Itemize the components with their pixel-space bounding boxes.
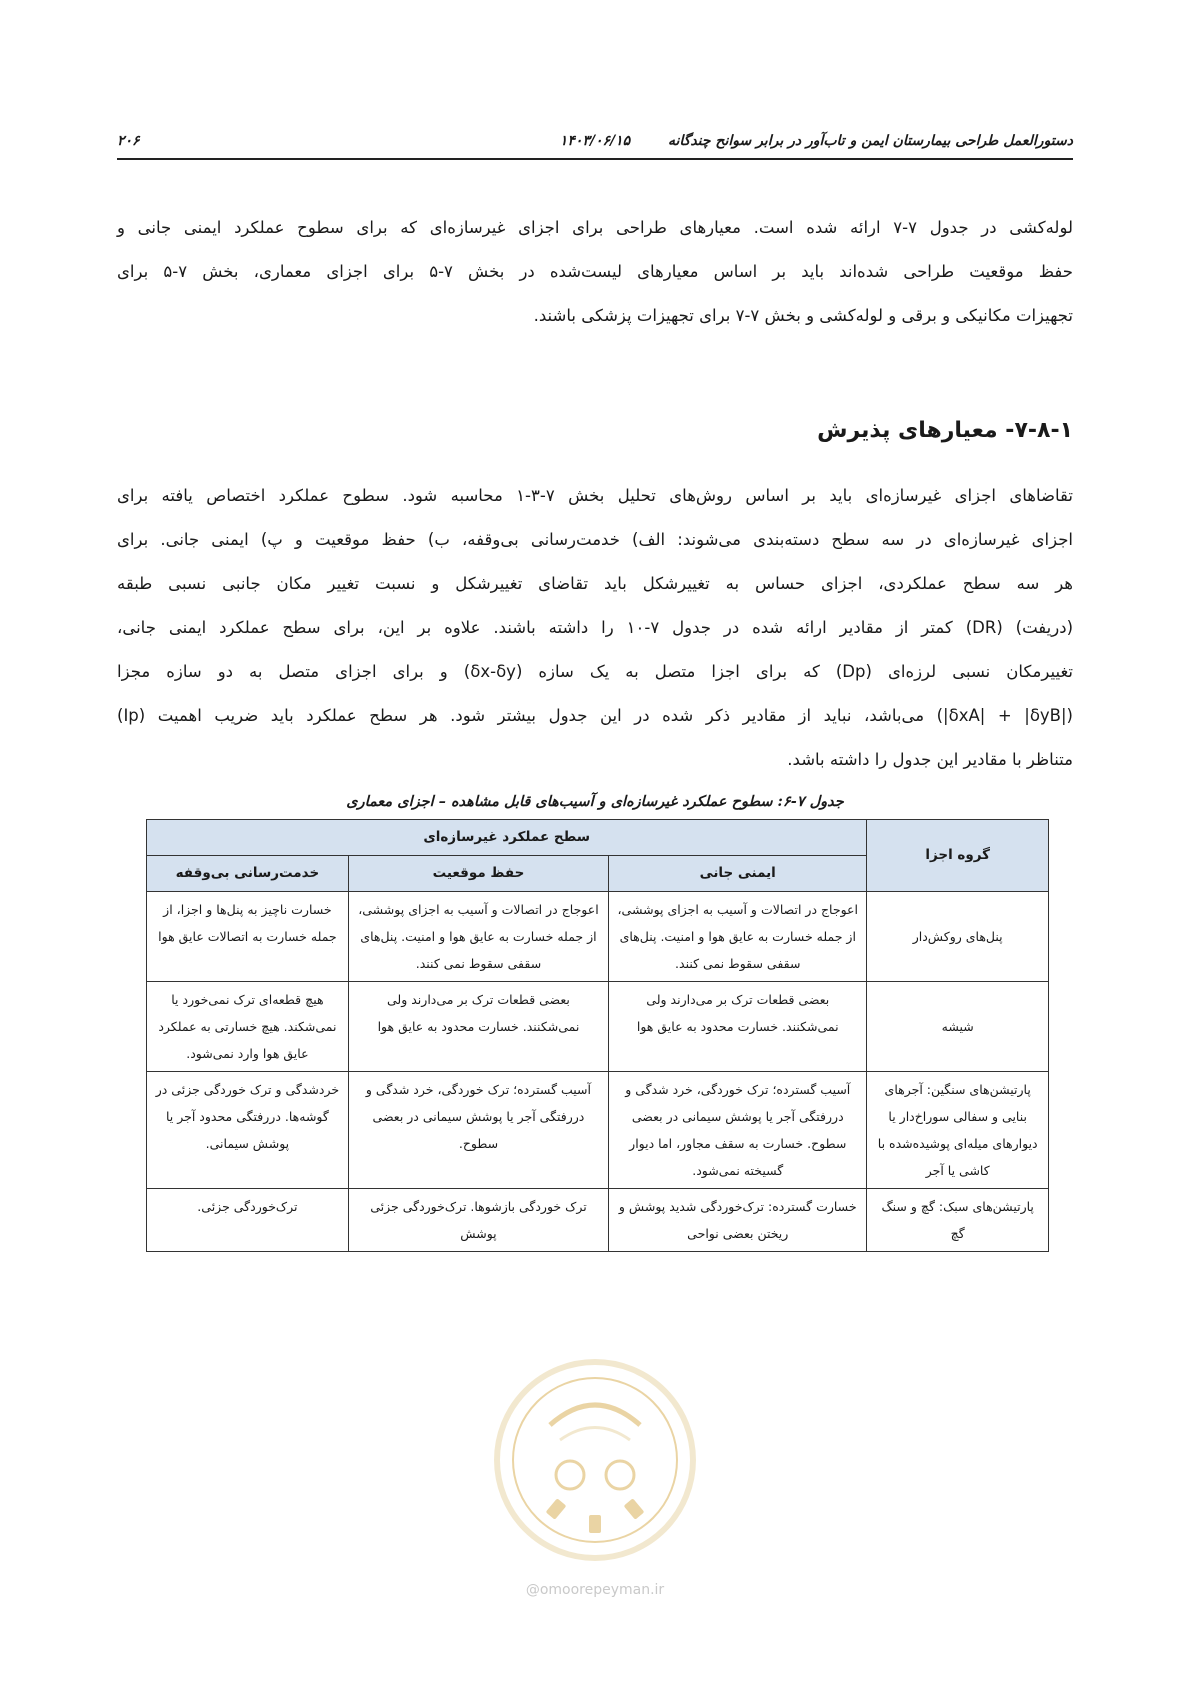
watermark-gear-teeth xyxy=(546,1498,645,1533)
page-number: ۲۰۶ xyxy=(117,133,140,149)
immediate-occupancy-cell: خردشدگی و ترک خوردگی جزئی در گوشه‌ها. دررفتگی محدود آجر یا پوشش سیمانی. xyxy=(147,1072,349,1189)
immediate-occupancy-cell: ترک‌خوردگی جزئی. xyxy=(147,1189,349,1252)
performance-level-header: سطح عملکرد غیرسازه‌ای xyxy=(147,820,867,856)
paragraph-line: حفظ موقعیت طراحی شده‌اند باید بر اساس معیارهای لیست‌شده در بخش ۷-۵ برای اجزای معماری، بخش ۷-۵ برای xyxy=(117,262,1073,281)
watermark-calligraphy-2 xyxy=(560,1428,630,1441)
position-retention-cell: ترک خوردگی بازشوها. ترک‌خوردگی جزئی پوشش xyxy=(348,1189,608,1252)
paragraph-line: هر سه سطح عملکردی، اجزای حساس به تغییرشکل باید تقاضای تغییرشکل و نسبت تغییر مکان جانبی نسبی طبقه xyxy=(117,574,1073,593)
position-retention-cell: آسیب گسترده؛ ترک خوردگی، خرد شدگی و دررفتگی آجر یا پوشش سیمانی در بعضی سطوح. xyxy=(348,1072,608,1189)
header-date: ۱۴۰۳/۰۶/۱۵ xyxy=(559,133,631,149)
component-cell: پارتیشن‌های سنگین: آجرهای بنایی و سفالی سوراخ‌دار یا دیوارهای میله‌ای پوشیده‌شده با کاشی یا آجر xyxy=(867,1072,1049,1189)
intro-paragraph xyxy=(117,206,1073,338)
immediate-occupancy-cell: خسارت ناچیز به پنل‌ها و اجزا، از جمله خسارت به اتصالات عایق هوا xyxy=(147,892,349,982)
paragraph-line: متناظر با مقادیر این جدول را داشته باشد. xyxy=(787,750,1073,769)
life-safety-cell: خسارت گسترده: ترک‌خوردگی شدید پوشش و ریختن بعضی نواحی xyxy=(609,1189,867,1252)
life-safety-cell: اعوجاج در اتصالات و آسیب به اجزای پوششی، از جمله خسارت به عایق هوا و امنیت. پنل‌های سقفی سقوط نمی کنند. xyxy=(609,892,867,982)
watermark-url: @omoorepeyman.ir xyxy=(525,1582,665,1598)
paragraph-line: اجزای غیرسازه‌ای در سه سطح دسته‌بندی می‌شوند: الف) خدمت‌رسانی بی‌وقفه، ب) حفظ موقعیت و پ) ایمنی جانی. برای xyxy=(117,530,1073,549)
table-header-row xyxy=(147,820,1049,856)
table-row xyxy=(147,1072,1049,1189)
component-cell: شیشه xyxy=(867,982,1049,1072)
watermark-logo xyxy=(490,1355,700,1565)
header-title: دستورالعمل طراحی بیمارستان ایمن و تاب‌آور در برابر سوانح چندگانه xyxy=(667,133,1073,149)
paragraph-line: لوله‌کشی در جدول ۷-۷ ارائه شده است. معیارهای طراحی برای اجزای غیرسازه‌ای که برای سطوح عملکرد ایمنی جانی و xyxy=(117,218,1073,237)
table-caption: جدول ۷-۶: سطوح عملکرد غیرسازه‌ای و آسیب‌های قابل مشاهده – اجزای معماری xyxy=(346,793,844,810)
watermark-scale-icon xyxy=(556,1461,584,1489)
immediate-occupancy-header: خدمت‌رسانی بی‌وقفه xyxy=(147,856,349,892)
component-group-header: گروه اجزا xyxy=(867,820,1049,892)
paragraph-line: تجهیزات مکانیکی و برقی و لوله‌کشی و بخش ۷-۷ برای تجهیزات پزشکی باشند. xyxy=(533,306,1073,325)
life-safety-header: ایمنی جانی xyxy=(609,856,867,892)
position-retention-header: حفظ موقعیت xyxy=(348,856,608,892)
watermark-figure-icon xyxy=(606,1461,634,1489)
life-safety-cell: آسیب گسترده؛ ترک خوردگی، خرد شدگی و دررفتگی آجر یا پوشش سیمانی در بعضی سطوح. خسارت به سقف مجاور، اما دیوار گسیخته نمی‌شود. xyxy=(609,1072,867,1189)
table-row xyxy=(147,982,1049,1072)
body-paragraph xyxy=(117,474,1073,782)
paragraph-line: تغییرمکان نسبی لرزه‌ای (Dp) که برای اجزا متصل به یک سازه (δx-δy) و برای اجزای متصل به دو سازه مجزا xyxy=(117,662,1074,681)
paragraph-line: (دریفت) (DR) کمتر از مقادیر ارائه شده در جدول ۷-۱۰ را داشته باشند. علاوه بر این، برای سطح عملکرد ایمنی جانی، xyxy=(117,618,1074,637)
performance-levels-table xyxy=(146,819,1049,1252)
paragraph-line: (|δxA| + |δyB|) می‌باشد، نباید از مقادیر ذکر شده در این جدول بیشتر شود. هر سطح عملکرد باید ضریب اهمیت (Ip) xyxy=(117,706,1073,725)
section-heading: ۷-۸-۱- معیارهای پذیرش xyxy=(817,418,1073,443)
table-row xyxy=(147,1189,1049,1252)
watermark-calligraphy xyxy=(550,1405,640,1425)
position-retention-cell: بعضی قطعات ترک بر می‌دارند ولی نمی‌شکنند. خسارت محدود به عایق هوا xyxy=(348,982,608,1072)
component-cell: پارتیشن‌های سبک: گچ و سنگ گچ xyxy=(867,1189,1049,1252)
paragraph-line: تقاضاهای اجزای غیرسازه‌ای باید بر اساس روش‌های تحلیل بخش ۷-۳-۱ محاسبه شود. سطوح عملکرد اختصاص یافته برای xyxy=(117,486,1073,505)
component-cell: پنل‌های روکش‌دار xyxy=(867,892,1049,982)
immediate-occupancy-cell: هیچ قطعه‌ای ترک نمی‌خورد یا نمی‌شکند. هیچ خسارتی به عملکرد عایق هوا وارد نمی‌شود. xyxy=(147,982,349,1072)
page-header xyxy=(117,128,1073,160)
table-row xyxy=(147,892,1049,982)
position-retention-cell: اعوجاج در اتصالات و آسیب به اجزای پوششی، از جمله خسارت به عایق هوا و امنیت. پنل‌های سقفی سقوط نمی کنند. xyxy=(348,892,608,982)
life-safety-cell: بعضی قطعات ترک بر می‌دارند ولی نمی‌شکنند. خسارت محدود به عایق هوا xyxy=(609,982,867,1072)
